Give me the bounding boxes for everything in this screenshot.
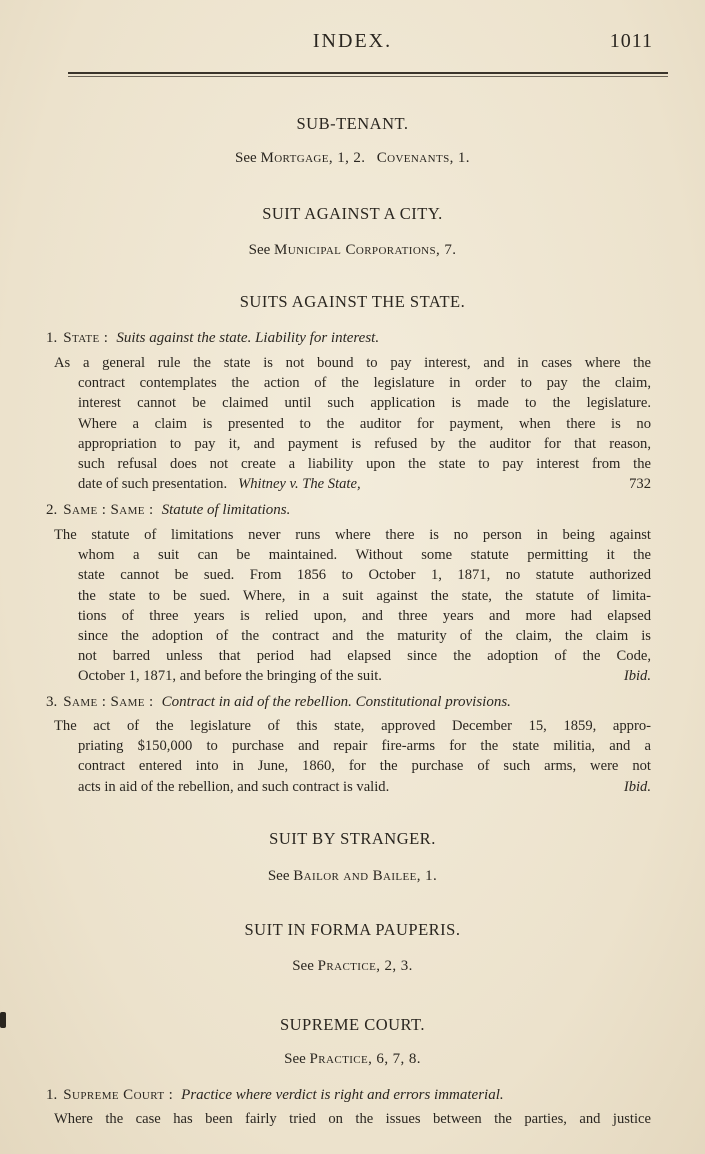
entry-number: 1. — [46, 1087, 58, 1103]
see-prefix: See — [284, 1051, 306, 1067]
text-line: The act of the legislature of this state, approved December 15, 1859, appro- — [54, 718, 651, 734]
text-line: the state to be sued. Where, in a suit against the state, the statute of limita- — [78, 587, 651, 604]
entry-topic: Contract in aid of the rebellion. Constitutional provisions. — [161, 694, 511, 710]
see-reference-suit-city — [0, 242, 705, 259]
last-line-text: date of such presentation. — [78, 476, 228, 493]
entry-body-supreme-1 — [54, 1109, 651, 1129]
text-line-last — [54, 474, 651, 494]
text-line: appropriation to pay it, and payment is refused by the auditor for that reason, — [78, 435, 651, 452]
text-line: since the adoption of the contract and the maturity of the claim, the claim is — [78, 627, 651, 644]
text-line-last — [54, 777, 651, 797]
running-head-title: INDEX. — [312, 30, 393, 52]
citation: Whitney v. The State, — [238, 476, 361, 493]
entry-label: Same : Same : — [63, 694, 154, 710]
entry-number: 3. — [46, 694, 58, 710]
see-ref-mortgage: Mortgage, 1, 2. — [260, 150, 366, 166]
text-line: tions of three years is relied upon, and three years and more had elapsed — [78, 607, 651, 624]
entry-body-3 — [54, 716, 651, 797]
text-line: priating $150,000 to purchase and repair fire-arms for the state militia, and a — [78, 738, 651, 755]
see-reference-sub-tenant — [0, 150, 705, 167]
entry-body-2 — [54, 525, 651, 687]
text-line: contract entered into in June, 1860, for the purchase of such arms, were not — [78, 758, 651, 775]
text-line-last — [54, 666, 651, 686]
entry-topic: Practice where verdict is right and errors immaterial. — [181, 1087, 504, 1103]
entry-head-2 — [46, 502, 656, 519]
page-number: 1011 — [609, 30, 653, 52]
see-reference-suit-forma — [0, 958, 705, 975]
text-line: Where the case has been fairly tried on the issues between the parties, and justice — [54, 1111, 651, 1127]
see-ref-bailor: Bailor and Bailee, 1. — [293, 868, 438, 884]
entry-head-3 — [46, 694, 656, 711]
text-line: As a general rule the state is not bound to pay interest, and in cases where the — [54, 355, 651, 371]
entry-number: 2. — [46, 502, 58, 518]
entry-label: Same : Same : — [63, 502, 154, 518]
see-reference-supreme-court — [0, 1051, 705, 1068]
entry-topic: Suits against the state. Liability for interest. — [116, 330, 380, 346]
heading-supreme-court: SUPREME COURT. — [279, 1015, 426, 1034]
entry-body-1 — [54, 353, 651, 494]
see-ref-covenants: Covenants, 1. — [376, 150, 470, 166]
text-line: state cannot be sued. From 1856 to October 1, 1871, no statute authorized — [78, 567, 651, 584]
see-prefix: See — [292, 958, 314, 974]
heading-sub-tenant: SUB-TENANT. — [296, 114, 409, 133]
see-reference-suit-stranger — [0, 868, 705, 885]
see-ref-municipal: Municipal Corporations, 7. — [274, 242, 457, 258]
running-head — [0, 30, 705, 56]
see-prefix: See — [248, 242, 271, 258]
last-line-text: October 1, 1871, and before the bringing of the suit. — [78, 668, 382, 685]
text-line: not barred unless that period had elapsed since the adoption of the Code, — [78, 648, 651, 665]
entry-topic: Statute of limitations. — [161, 502, 291, 518]
page-reference: 732 — [629, 476, 651, 493]
header-rule-thin — [68, 76, 668, 77]
heading-suit-by-stranger: SUIT BY STRANGER. — [269, 829, 436, 848]
header-rule — [68, 72, 668, 74]
entry-number: 1. — [46, 330, 58, 346]
text-line: whom a suit can be maintained. Without some statute permitting it the — [78, 547, 651, 564]
text-line: Where a claim is presented to the auditor for payment, when there is no — [78, 415, 651, 432]
citation: Ibid. — [623, 668, 651, 685]
entry-label: Supreme Court : — [63, 1087, 174, 1103]
last-line-text: acts in aid of the rebellion, and such contract is valid. — [78, 778, 390, 795]
citation: Ibid. — [623, 778, 651, 795]
heading-suit-against-city: SUIT AGAINST A CITY. — [262, 204, 443, 223]
entry-head-1 — [46, 330, 656, 347]
text-line: interest cannot be claimed until such application is made to the legislature. — [78, 395, 651, 412]
see-prefix: See — [267, 868, 290, 884]
text-line: contract contemplates the action of the legislature in order to pay the claim, — [78, 375, 651, 392]
margin-ink-mark — [0, 1012, 6, 1028]
text-line: The statute of limitations never runs where there is no person in being against — [54, 527, 651, 543]
text-line: such refusal does not create a liability upon the state to pay interest from the — [78, 455, 651, 472]
heading-suits-against-state: SUITS AGAINST THE STATE. — [239, 292, 466, 311]
entry-head-supreme-1 — [46, 1087, 656, 1104]
heading-suit-forma-pauperis: SUIT IN FORMA PAUPERIS. — [244, 920, 461, 939]
see-ref-practice: Practice, 2, 3. — [317, 958, 413, 974]
see-ref-practice: Practice, 6, 7, 8. — [309, 1051, 421, 1067]
entry-label: State : — [63, 330, 109, 346]
see-prefix: See — [235, 150, 257, 166]
